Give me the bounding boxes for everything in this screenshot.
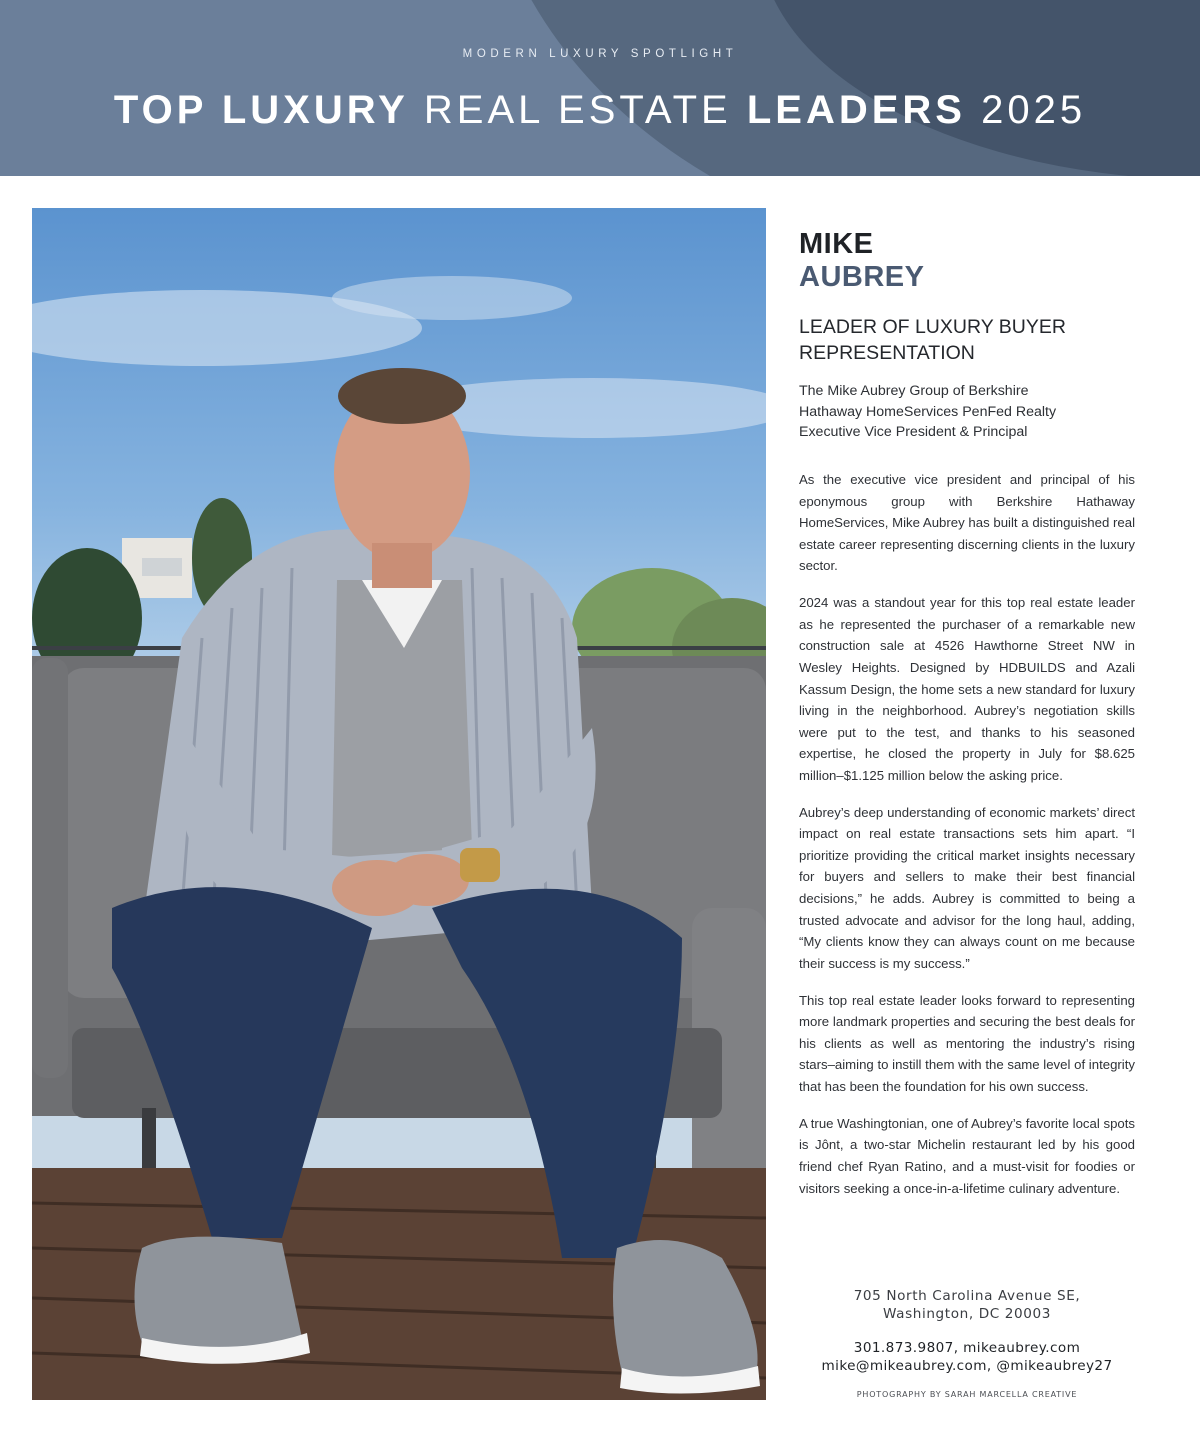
address-line: 705 North Carolina Avenue SE, xyxy=(853,1288,1081,1304)
role-line: REPRESENTATION xyxy=(799,342,975,364)
article-paragraph: Aubrey’s deep understanding of economic markets’ direct impact on real estate transactions sets him apart. “I prioritize providing the critical market insights necessary for buyers and sellers to make their best financial decisions,” he adds. Aubrey is committed to being a trusted advocate and advisor for the long haul, adding, “My clients know they can always count on me because their success is my success.” xyxy=(799,804,1135,971)
title-part-real-estate: REAL ESTATE xyxy=(423,88,732,132)
article-paragraph: 2024 was a standout year for this top real estate leader as he represented the purchaser of a remarkable new construction sale at 4526 Hawthorne Street NW in Wesley Heights. Designed by HDBUILDS and Azali Kassum Design, the home sets a new standard for luxury living in the neighborhood. Aubrey’s negotiation skills were put to the test, and thanks to his seasoned expertise, he closed the property in July for $8.625 million–$1.125 million below the asking price. xyxy=(799,595,1135,783)
article-body xyxy=(799,469,1135,1214)
address-line: Washington, DC 20003 xyxy=(882,1305,1052,1322)
page-title xyxy=(0,88,1200,133)
title-part-leaders: LEADERS xyxy=(746,88,966,132)
phone-website-line: 301.873.9807, mikeaubrey.com xyxy=(853,1340,1081,1356)
contact-address xyxy=(799,1288,1135,1323)
role-line: LEADER OF LUXURY BUYER xyxy=(799,316,1066,338)
kicker-text: MODERN LUXURY SPOTLIGHT xyxy=(462,48,738,60)
article-paragraph: A true Washingtonian, one of Aubrey’s favorite local spots is Jônt, a two-star Michelin restaurant led by his good friend chef Ryan Ratino, and a must-visit for foodies or visitors seeking a once-in-a-lifetime culinary adventure. xyxy=(799,1115,1135,1196)
profile-affiliation xyxy=(799,381,1135,443)
affiliation-line: Hathaway HomeServices PenFed Realty xyxy=(799,403,1057,420)
profile-last-name: AUBREY xyxy=(799,261,925,293)
photo-credit: PHOTOGRAPHY BY SARAH MARCELLA CREATIVE xyxy=(856,1390,1078,1399)
article-paragraph: As the executive vice president and principal of his eponymous group with Berkshire Hathaway HomeServices, Mike Aubrey has built a distinguished real estate career representing discerning clients in the luxury sector. xyxy=(799,472,1135,574)
article-paragraph: This top real estate leader looks forward to representing more landmark properties and securing the best deals for his clients as well as mentoring the industry’s rising stars–aiming to instill them with the same level of integrity that has been the foundation for his own success. xyxy=(799,992,1135,1094)
email-social-line: mike@mikeaubrey.com, @mikeaubrey27 xyxy=(821,1357,1113,1374)
title-part-year: 2025 xyxy=(981,88,1087,132)
profile-role xyxy=(799,314,1135,366)
affiliation-line: Executive Vice President & Principal xyxy=(799,424,1028,440)
profile-first-name: MIKE xyxy=(799,228,874,260)
portrait-illustration xyxy=(32,208,766,1400)
affiliation-line: The Mike Aubrey Group of Berkshire xyxy=(799,383,1029,399)
contact-details xyxy=(799,1340,1135,1375)
title-part-top-luxury: TOP LUXURY xyxy=(113,88,409,132)
header-banner xyxy=(0,0,1200,176)
portrait-photo xyxy=(32,208,766,1400)
